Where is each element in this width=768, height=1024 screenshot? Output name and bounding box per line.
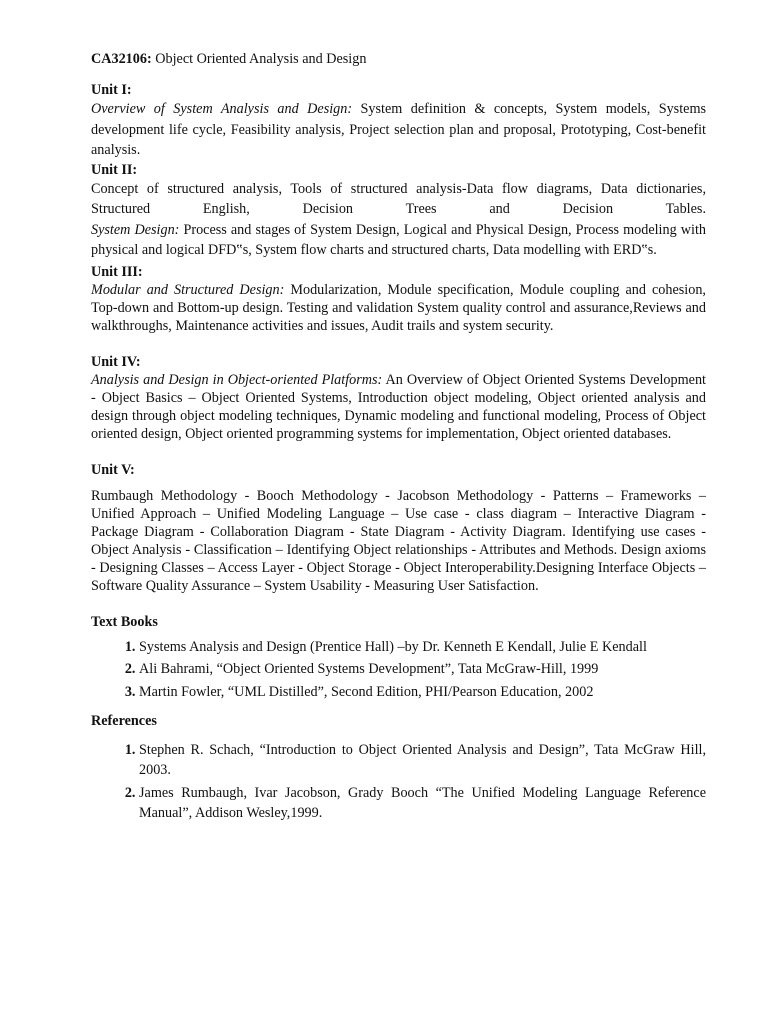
- spacer: [91, 335, 706, 353]
- unit-5-heading: Unit V:: [91, 461, 135, 478]
- unit-2-body-1: Concept of structured analysis, Tools of structured analysis-Data flow diagrams, Data dictionaries, Structured English, Decision Trees and Decision Tables.: [91, 180, 706, 217]
- course-title: [91, 50, 706, 68]
- text-books-list: [91, 637, 706, 702]
- list-item: 2. Ali Bahrami, “Object Oriented Systems Development”, Tata McGraw-Hill, 1999: [139, 659, 706, 679]
- unit-2-text-2: [91, 220, 706, 261]
- unit-3-heading: Unit III:: [91, 263, 143, 280]
- course-name: Object Oriented Analysis and Design: [155, 51, 367, 67]
- unit-1-heading: Unit I:: [91, 82, 132, 98]
- unit-2-body-2: Process and stages of System Design, Logical and Physical Design, Process modeling with physical and logical DFD‟s, System flow charts and structured charts, Data modelling with ERD‟s.: [91, 221, 706, 258]
- unit-3-body: Modularization, Module specification, Module coupling and cohesion, Top-down and Bottom-up design. Testing and validation System quality control and assurance,Reviews and walkthroughs, Maintenance activities and issues, Audit trails and system security.: [91, 281, 706, 334]
- references-list: [91, 740, 706, 823]
- unit-2-heading: Unit II:: [91, 161, 138, 178]
- spacer: [91, 479, 706, 487]
- course-code: CA32106:: [91, 51, 152, 67]
- spacer: [91, 704, 706, 712]
- unit-2-lead-2: System Design:: [91, 221, 180, 238]
- spacer: [91, 443, 706, 461]
- unit-4-text: [91, 371, 706, 443]
- unit-4-body: An Overview of Object Oriented Systems Development - Object Basics – Object Oriented Systems, Introduction object modeling, Object oriented analysis and design through object modeling techniques, Dynamic modeling and functional modeling, Process of Object oriented design, Object oriented programming systems for implementation, Object oriented databases.: [91, 371, 706, 442]
- list-item: 1. Stephen R. Schach, “Introduction to Object Oriented Analysis and Design”, Tata McGraw Hill, 2003.: [139, 740, 706, 780]
- unit-3-text: [91, 281, 706, 335]
- unit-1-lead: Overview of System Analysis and Design:: [91, 101, 353, 117]
- text-books-heading: Text Books: [91, 613, 158, 630]
- unit-1-body: System definition & concepts, System models, Systems development life cycle, Feasibility analysis, Project selection plan and proposal, Prototyping, Cost-benefit analysis.: [91, 101, 707, 158]
- unit-4-heading: Unit IV:: [91, 353, 141, 370]
- unit-3-lead: Modular and Structured Design:: [91, 281, 285, 298]
- unit-4-lead: Analysis and Design in Object-oriented Platforms:: [91, 371, 383, 388]
- spacer: [91, 595, 706, 613]
- list-item: 3. Martin Fowler, “UML Distilled”, Second Edition, PHI/Pearson Education, 2002: [139, 682, 706, 702]
- unit-5-body: Rumbaugh Methodology - Booch Methodology - Jacobson Methodology - Patterns – Frameworks – Unified Approach – Unified Modeling Language – Use case - class diagram – Interactive Diagram - Package Diagram - Collaboration Diagram - State Diagram - Activity Diagram. Identifying use cases - Object Analysis - Classification – Identifying Object relationships - Attributes and Methods. Design axioms - Designing Classes – Access Layer - Object Storage - Object Interoperability.Designing Interface Objects – Software Quality Assurance – System Usability - Measuring User Satisfaction.: [91, 487, 706, 594]
- unit-5-text: [91, 487, 706, 595]
- unit-2-text-1: [91, 179, 706, 220]
- references-heading: References: [91, 713, 157, 729]
- list-item: 2. James Rumbaugh, Ivar Jacobson, Grady Booch “The Unified Modeling Language Reference Manual”, Addison Wesley,1999.: [139, 783, 706, 823]
- unit-1-text: [91, 99, 706, 161]
- list-item: 1. Systems Analysis and Design (Prentice Hall) –by Dr. Kenneth E Kendall, Julie E Kendall: [139, 637, 706, 657]
- syllabus-page: [91, 50, 706, 825]
